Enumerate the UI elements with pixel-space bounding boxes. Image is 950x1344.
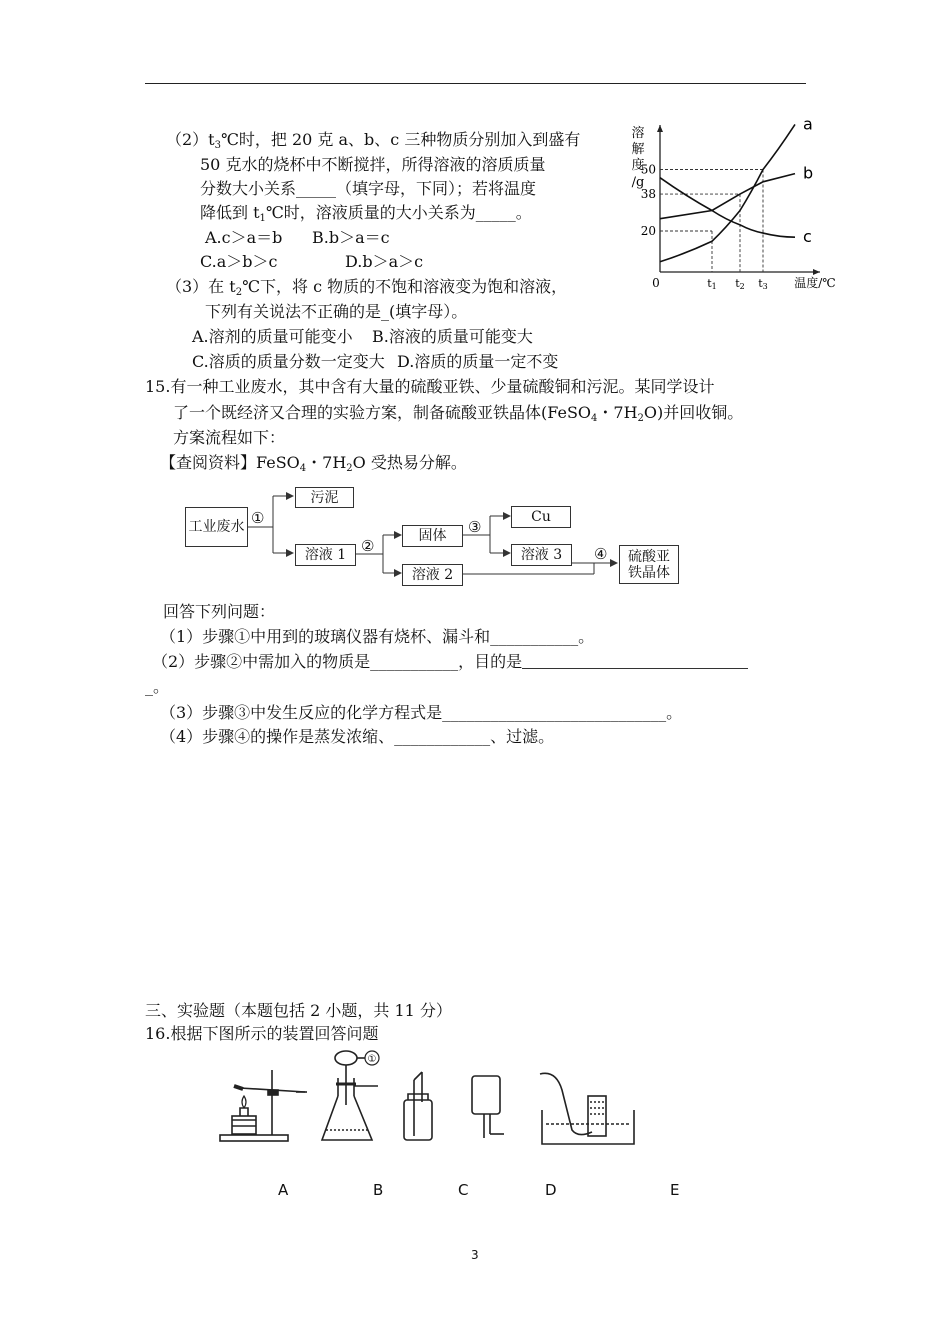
y-axis-label-2: 解 <box>631 142 645 157</box>
q15-answer-4: （4）步骤④的操作是蒸发浓缩、____________、过滤。 <box>160 727 555 746</box>
q14-p2-line4: 降低到 $t_1℃$时，溶液质量的大小关系为_____。 <box>200 203 532 224</box>
q14-p3-line2: 下列有关说法不正确的是_(填字母）。 <box>205 302 468 321</box>
y-tick-label: 50 <box>640 162 656 177</box>
flow-box-cu: Cu <box>511 506 571 528</box>
q14-option-d: D.b＞a＞c <box>345 252 424 271</box>
apparatus-illustration <box>210 1050 650 1150</box>
flow-box-waste: 工业废水 <box>185 507 248 547</box>
flow-step-3: ③ <box>468 518 482 536</box>
q14-option-b: B.b＞a＝c <box>312 228 390 247</box>
flow-step-2: ② <box>361 537 375 555</box>
q15-line2: 了一个既经济又合理的实验方案，制备硫酸亚铁晶体(FeSO$_4$・$7H_2O$)并回收铜。 <box>173 403 744 424</box>
apparatus-label-b: B <box>373 1181 384 1199</box>
flow-box-sludge: 污泥 <box>295 487 354 508</box>
y-axis-label-4: /g <box>631 175 645 190</box>
q15-answer-3: （3）步骤③中发生反应的化学方程式是____________________________。 <box>160 703 683 722</box>
apparatus-d <box>472 1076 504 1138</box>
q14-p3-option-d: D.溶质的质量一定不变 <box>397 352 559 371</box>
q14-option-c: C.a＞b＞c <box>200 252 278 271</box>
q14-p3-option-a: A.溶剂的质量可能变小 <box>192 327 353 346</box>
flow-box-solid: 固体 <box>402 525 463 547</box>
series-c-label: c <box>803 227 812 247</box>
flow-step-1: ① <box>251 509 265 527</box>
x-tick-label: t1 <box>707 277 717 291</box>
flow-box-solution2: 溶液 2 <box>402 564 463 586</box>
x-tick-label: t3 <box>758 277 768 291</box>
page-number: 3 <box>471 1248 479 1262</box>
q14-p2-line2: 50 克水的烧杯中不断搅拌，所得溶液的溶质质量 <box>200 155 546 174</box>
y-axis-label-3: 度 <box>631 158 645 173</box>
series-a-label: a <box>803 114 813 134</box>
q15-line4: 【查阅资料】FeSO$_4$・$7H_2O$ 受热易分解。 <box>160 453 467 474</box>
q15-line3: 方案流程如下： <box>173 428 286 447</box>
q14-option-a: A.c＞a＝b <box>205 228 283 247</box>
q15-answer-1: （1）步骤①中用到的玻璃仪器有烧杯、漏斗和___________。 <box>160 627 595 646</box>
q15-answer-2: （2）步骤②中需加入的物质是___________，目的是 <box>152 652 748 672</box>
apparatus-label-e: E <box>670 1181 680 1199</box>
q14-p3-option-b: B.溶液的质量可能变大 <box>372 327 533 346</box>
q14-p3-line1: （3）在 $t_2℃$下，将 c 物质的不饱和溶液变为饱和溶液， <box>166 277 568 298</box>
y-tick-label: 20 <box>640 224 656 238</box>
y-axis-label-1: 溶 <box>631 126 645 141</box>
origin-label: 0 <box>652 276 660 290</box>
apparatus-label-d: D <box>545 1181 557 1199</box>
q15-answer-intro: 回答下列问题： <box>163 602 276 621</box>
apparatus-c <box>404 1072 432 1140</box>
apparatus-e <box>540 1073 634 1144</box>
answer-blank[interactable] <box>522 654 748 669</box>
q15-line1: 15.有一种工业废水，其中含有大量的硫酸亚铁、少量硫酸铜和污泥。某同学设计 <box>145 377 715 396</box>
flow-box-product: 硫酸亚铁晶体 <box>619 545 679 584</box>
apparatus-label-circle: ① <box>367 1054 377 1065</box>
flow-box-solution3: 溶液 3 <box>511 544 572 566</box>
apparatus-label-c: C <box>458 1181 469 1199</box>
x-tick-label: t2 <box>735 277 745 291</box>
q14-p2-line1: $(2)t_3℃$时，把 20 克 a、b、c 三种物质分别加入到盛有 <box>166 130 581 151</box>
q16-prompt: 16.根据下图所示的装置回答问题 <box>145 1024 379 1043</box>
section3-heading: 三、实验题（本题包括 2 小题，共 11 分） <box>145 1001 452 1020</box>
apparatus-label-a: A <box>278 1181 289 1199</box>
apparatus-a <box>220 1070 307 1141</box>
flow-step-4: ④ <box>594 545 608 563</box>
series-b-label: b <box>803 163 814 183</box>
x-axis-label: 温度/℃ <box>794 276 836 290</box>
q14-p2-line3: 分数大小关系_____（填字母，下同）；若将温度 <box>200 179 537 198</box>
flow-box-solution1: 溶液 1 <box>295 544 356 566</box>
y-tick-label: 38 <box>640 187 656 202</box>
q14-p3-option-c: C.溶质的质量分数一定变大 <box>192 352 385 371</box>
q15-answer-2-cont: _。 <box>145 677 170 696</box>
